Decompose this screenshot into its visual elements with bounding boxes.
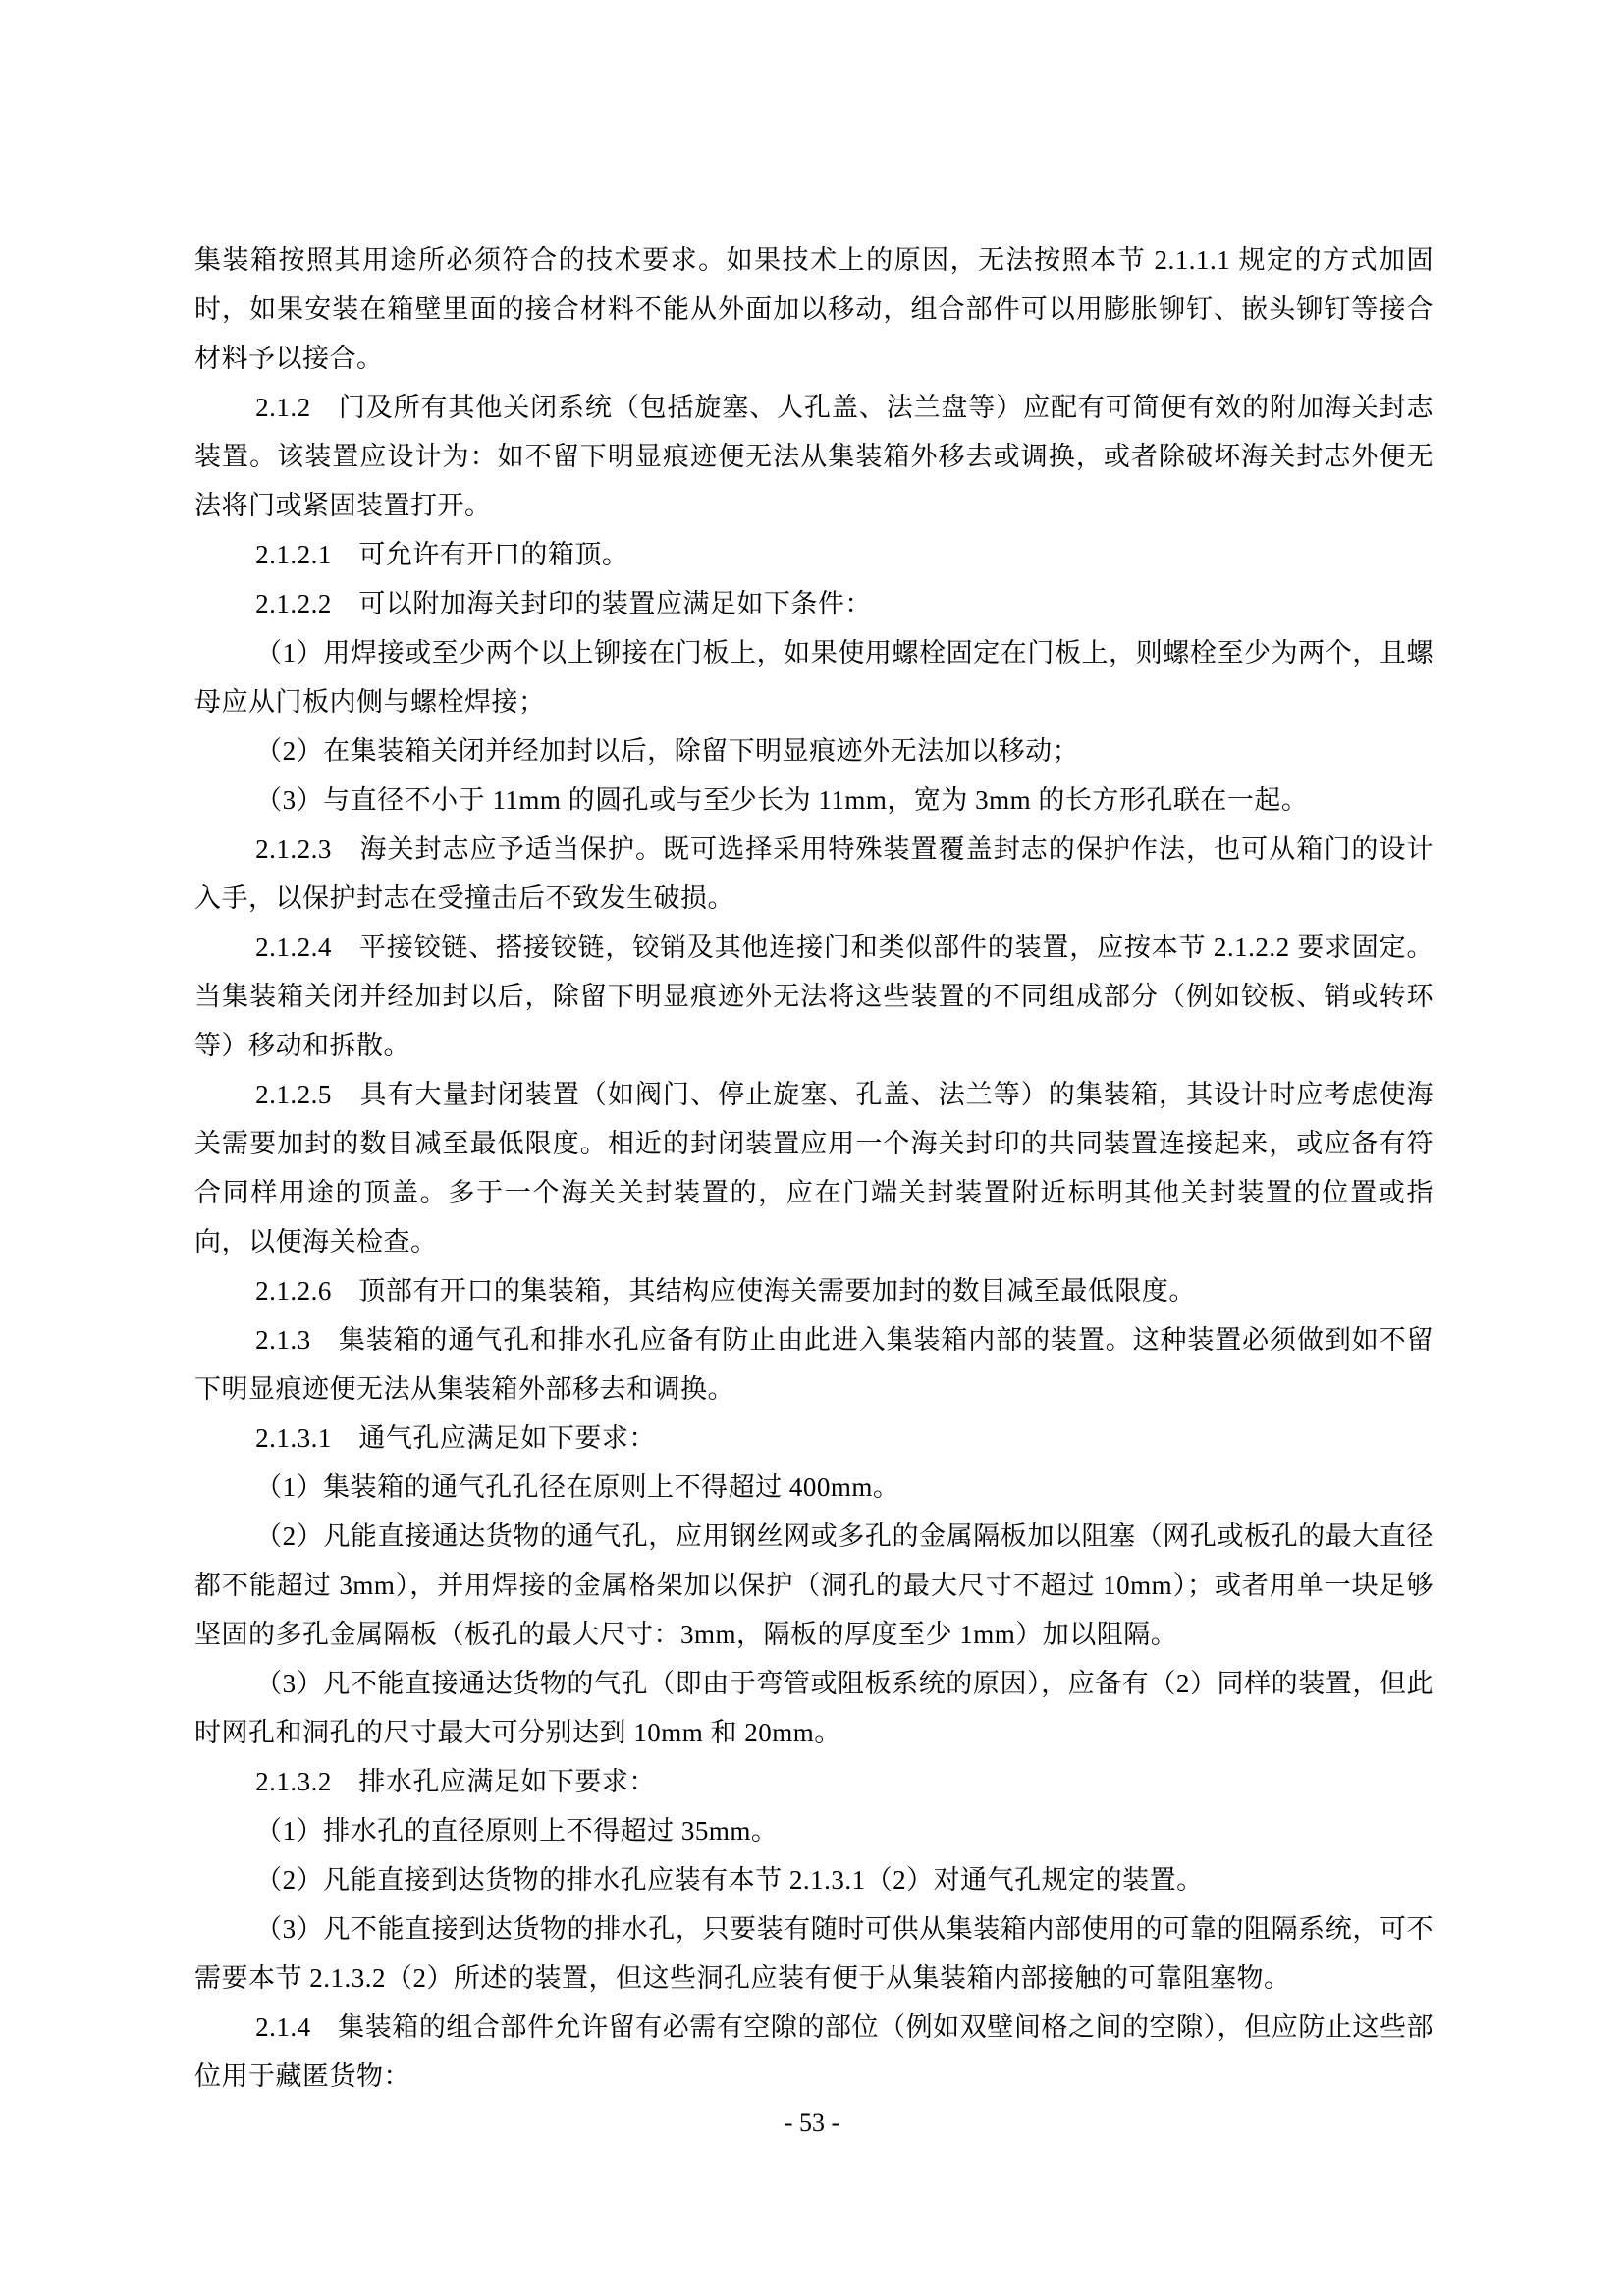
paragraph-2-1-2-4: 2.1.2.4 平接铰链、搭接铰链，铰销及其他连接门和类似部件的装置，应按本节 2.1.2.2 要求固定。当集装箱关闭并经加封以后，除留下明显痕迹外无法将这些装置的不同组成部分（例如铰板、销或转环等）移动和拆散。 [194,933,1434,1060]
page-footer [0,2109,1624,2138]
paragraph-2-1-3-1-item-1: （1）集装箱的通气孔孔径在原则上不得超过 400mm。 [255,1472,900,1502]
paragraph-2-1-2: 2.1.2 门及所有其他关闭系统（包括旋塞、人孔盖、法兰盘等）应配有可简便有效的附加海关封志装置。该装置应设计为：如不留下明显痕迹便无法从集装箱外移去或调换，或者除破坏海关封志外便无法将门或紧固装置打开。 [194,393,1434,520]
paragraph-2-1-3-1: 2.1.3.1 通气孔应满足如下要求： [255,1423,656,1453]
paragraph-2-1-3-2-item-2: （2）凡能直接到达货物的排水孔应装有本节 2.1.3.1（2）对通气孔规定的装置。 [255,1865,1204,1895]
paragraph-2-1-2-1: 2.1.2.1 可允许有开口的箱顶。 [255,540,629,569]
paragraph-2-1-3-2-item-1: （1）排水孔的直径原则上不得超过 35mm。 [255,1816,779,1845]
paragraph-2-1-3-1-item-3: （3）凡不能直接通达货物的气孔（即由于弯管或阻板系统的原因），应备有（2）同样的装置，但此时网孔和洞孔的尺寸最大可分别达到 10mm 和 20mm。 [194,1669,1434,1747]
paragraph-2-1-2-3: 2.1.2.3 海关封志应予适当保护。既可选择采用特殊装置覆盖封志的保护作法，也可从箱门的设计入手，以保护封志在受撞击后不致发生破损。 [194,834,1434,913]
paragraph-2-1-3: 2.1.3 集装箱的通气孔和排水孔应备有防止由此进入集装箱内部的装置。这种装置必须做到如不留下明显痕迹便无法从集装箱外部移去和调换。 [194,1325,1434,1404]
paragraph-2-1-2-2: 2.1.2.2 可以附加海关封印的装置应满足如下条件： [255,589,872,618]
paragraph-2-1-3-2-item-3: （3）凡不能直接到达货物的排水孔，只要装有随时可供从集装箱内部使用的可靠的阻隔系统，可不需要本节 2.1.3.2（2）所述的装置，但这些洞孔应装有便于从集装箱内部接触的可靠阻塞物。 [194,1914,1434,1993]
paragraph-2-1-2-6: 2.1.2.6 顶部有开口的集装箱，其结构应使海关需要加封的数目减至最低限度。 [255,1276,1196,1306]
paragraph-continuation: 集装箱按照其用途所必须符合的技术要求。如果技术上的原因，无法按照本节 2.1.1.1 规定的方式加固时，如果安装在箱壁里面的接合材料不能从外面加以移动，组合部件可以用膨胀铆钉、嵌头铆钉等接合材料予以接合。 [194,245,1434,373]
paragraph-2-1-3-1-item-2: （2）凡能直接通达货物的通气孔，应用钢丝网或多孔的金属隔板加以阻塞（网孔或板孔的最大直径都不能超过 3mm），并用焊接的金属格架加以保护（洞孔的最大尺寸不超过 10mm）；或者用单一块足够坚固的多孔金属隔板（板孔的最大尺寸：3mm，隔板的厚度至少 1mm）加以阻隔。 [194,1522,1434,1649]
paragraph-2-1-2-5: 2.1.2.5 具有大量封闭装置（如阀门、停止旋塞、孔盖、法兰等）的集装箱，其设计时应考虑使海关需要加封的数目减至最低限度。相近的封闭装置应用一个海关封印的共同装置连接起来，或应备有符合同样用途的顶盖。多于一个海关关封装置的，应在门端关封装置附近标明其他关封装置的位置或指向，以便海关检查。 [194,1080,1434,1256]
document-body [194,236,1434,2101]
paragraph-2-1-3-2: 2.1.3.2 排水孔应满足如下要求： [255,1767,656,1796]
paragraph-2-1-4: 2.1.4 集装箱的组合部件允许留有必需有空隙的部位（例如双壁间格之间的空隙），但应防止这些部位用于藏匿货物： [194,2012,1434,2091]
paragraph-2-1-2-2-item-2: （2）在集装箱关闭并经加封以后，除留下明显痕迹外无法加以移动； [255,736,1080,766]
paragraph-2-1-2-2-item-1: （1）用焊接或至少两个以上铆接在门板上，如果使用螺栓固定在门板上，则螺栓至少为两个，且螺母应从门板内侧与螺栓焊接； [194,638,1434,717]
page-number: - 53 - [784,2109,840,2137]
paragraph-2-1-2-2-item-3: （3）与直径不小于 11mm 的圆孔或与至少长为 11mm，宽为 3mm 的长方形孔联在一起。 [255,785,1309,815]
